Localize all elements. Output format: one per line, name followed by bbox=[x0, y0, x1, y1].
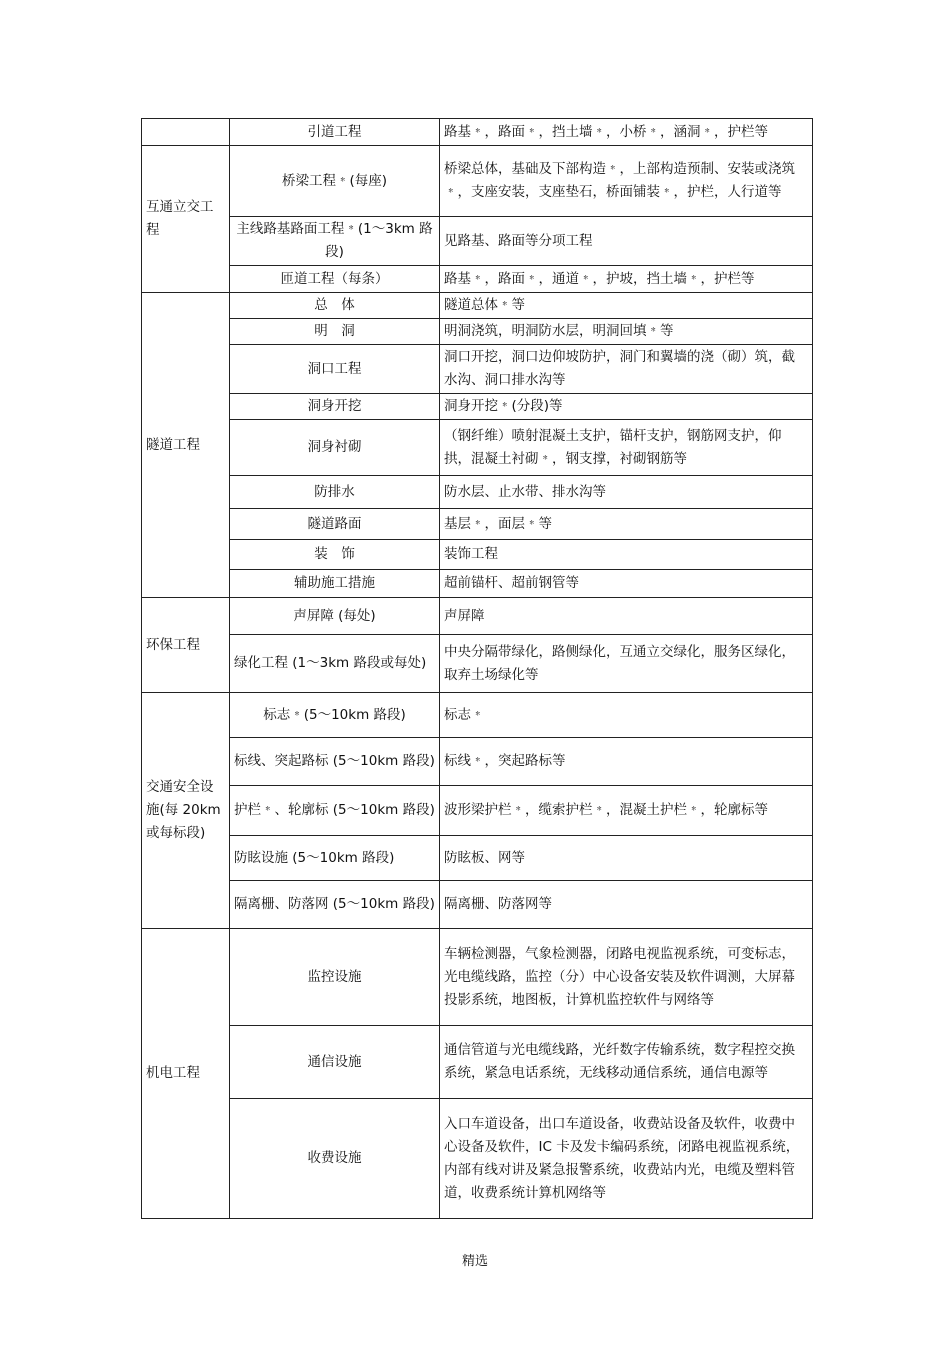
table-row bbox=[142, 1026, 813, 1099]
item-cell: 防排水 bbox=[230, 476, 440, 509]
content-cell: 防水层、止水带、排水沟等 bbox=[440, 476, 813, 509]
table-row bbox=[142, 146, 813, 217]
item-cell: 绿化工程 (1～3km 路段或每处) bbox=[230, 635, 440, 693]
item-cell: 标志﹡(5～10km 路段) bbox=[230, 693, 440, 738]
content-cell: 桥梁总体，基础及下部构造﹡，上部构造预制、安装或浇筑﹡，支座安装，支座垫石，桥面铺装﹡，护栏，人行道等 bbox=[440, 146, 813, 217]
item-cell: 通信设施 bbox=[230, 1026, 440, 1099]
item-cell: 洞身衬砌 bbox=[230, 420, 440, 476]
table-row bbox=[142, 217, 813, 266]
table-row bbox=[142, 738, 813, 786]
category-cell: 互通立交工 程 bbox=[142, 146, 230, 293]
content-cell: （钢纤维）喷射混凝土支护，锚杆支护，钢筋网支护，仰拱，混凝土衬砌﹡，钢支撑，衬砌钢筋等 bbox=[440, 420, 813, 476]
item-cell: 总 体 bbox=[230, 293, 440, 319]
table-row bbox=[142, 293, 813, 319]
category-cell: 环保工程 bbox=[142, 598, 230, 693]
content-cell: 明洞浇筑，明洞防水层，明洞回填﹡等 bbox=[440, 319, 813, 345]
content-cell: 车辆检测器，气象检测器，闭路电视监视系统，可变标志，光电缆线路，监控（分）中心设备安装及软件调测，大屏幕投影系统，地图板，计算机监控软件与网络等 bbox=[440, 929, 813, 1026]
table-row bbox=[142, 394, 813, 420]
content-cell: 隧道总体﹡等 bbox=[440, 293, 813, 319]
item-cell: 隧道路面 bbox=[230, 509, 440, 540]
item-cell: 洞身开挖 bbox=[230, 394, 440, 420]
item-cell: 监控设施 bbox=[230, 929, 440, 1026]
item-cell: 洞口工程 bbox=[230, 345, 440, 394]
item-cell: 声屏障 (每处) bbox=[230, 598, 440, 635]
table-row bbox=[142, 881, 813, 929]
content-cell: 声屏障 bbox=[440, 598, 813, 635]
table-row bbox=[142, 266, 813, 293]
category-cell bbox=[142, 119, 230, 146]
content-cell: 路基﹡，路面﹡，通道﹡，护坡，挡土墙﹡，护栏等 bbox=[440, 266, 813, 293]
content-cell: 见路基、路面等分项工程 bbox=[440, 217, 813, 266]
item-cell: 装 饰 bbox=[230, 540, 440, 570]
item-cell: 引道工程 bbox=[230, 119, 440, 146]
content-cell: 基层﹡，面层﹡等 bbox=[440, 509, 813, 540]
category-cell: 隧道工程 bbox=[142, 293, 230, 598]
category-cell: 交通安全设施(每 20km 或每标段) bbox=[142, 693, 230, 929]
table-row bbox=[142, 476, 813, 509]
item-cell: 桥梁工程﹡(每座) bbox=[230, 146, 440, 217]
table-row bbox=[142, 836, 813, 881]
table-row bbox=[142, 929, 813, 1026]
item-cell: 明 洞 bbox=[230, 319, 440, 345]
quality-inspection-table bbox=[141, 118, 813, 1219]
content-cell: 入口车道设备，出口车道设备，收费站设备及软件，收费中心设备及软件，IC 卡及发卡编码系统，闭路电视监视系统，内部有线对讲及紧急报警系统，收费站内光，电缆及塑料管道，收费系统计算机网络等 bbox=[440, 1099, 813, 1219]
table-row bbox=[142, 693, 813, 738]
table-row bbox=[142, 786, 813, 836]
content-cell: 防眩板、网等 bbox=[440, 836, 813, 881]
item-cell: 标线、突起路标 (5～10km 路段) bbox=[230, 738, 440, 786]
content-cell: 隔离栅、防落网等 bbox=[440, 881, 813, 929]
page-footer: 精选 bbox=[461, 1254, 488, 1269]
content-cell: 超前锚杆、超前钢管等 bbox=[440, 570, 813, 598]
content-cell: 波形梁护栏﹡，缆索护栏﹡，混凝土护栏﹡，轮廓标等 bbox=[440, 786, 813, 836]
content-cell: 洞口开挖，洞口边仰坡防护，洞门和翼墙的浇（砌）筑，截水沟、洞口排水沟等 bbox=[440, 345, 813, 394]
item-cell: 辅助施工措施 bbox=[230, 570, 440, 598]
item-cell: 护栏﹡、轮廓标 (5～10km 路段) bbox=[230, 786, 440, 836]
table-row bbox=[142, 345, 813, 394]
content-cell: 中央分隔带绿化，路侧绿化，互通立交绿化，服务区绿化，取弃土场绿化等 bbox=[440, 635, 813, 693]
table-row bbox=[142, 509, 813, 540]
content-cell: 通信管道与光电缆线路，光纤数字传输系统，数字程控交换系统，紧急电话系统，无线移动通信系统，通信电源等 bbox=[440, 1026, 813, 1099]
item-cell: 防眩设施 (5～10km 路段) bbox=[230, 836, 440, 881]
content-cell: 路基﹡，路面﹡，挡土墙﹡，小桥﹡，涵洞﹡，护栏等 bbox=[440, 119, 813, 146]
table-row bbox=[142, 540, 813, 570]
item-cell: 收费设施 bbox=[230, 1099, 440, 1219]
table-row bbox=[142, 1099, 813, 1219]
table-row bbox=[142, 570, 813, 598]
table-row bbox=[142, 598, 813, 635]
item-cell: 隔离栅、防落网 (5～10km 路段) bbox=[230, 881, 440, 929]
content-cell: 标线﹡，突起路标等 bbox=[440, 738, 813, 786]
table-row bbox=[142, 119, 813, 146]
content-cell: 标志﹡ bbox=[440, 693, 813, 738]
item-cell: 匝道工程（每条） bbox=[230, 266, 440, 293]
table-row bbox=[142, 420, 813, 476]
item-cell: 主线路基路面工程﹡(1～3km 路段) bbox=[230, 217, 440, 266]
table-row bbox=[142, 635, 813, 693]
category-cell: 机电工程 bbox=[142, 929, 230, 1219]
table-row bbox=[142, 319, 813, 345]
content-cell: 装饰工程 bbox=[440, 540, 813, 570]
content-cell: 洞身开挖﹡(分段)等 bbox=[440, 394, 813, 420]
